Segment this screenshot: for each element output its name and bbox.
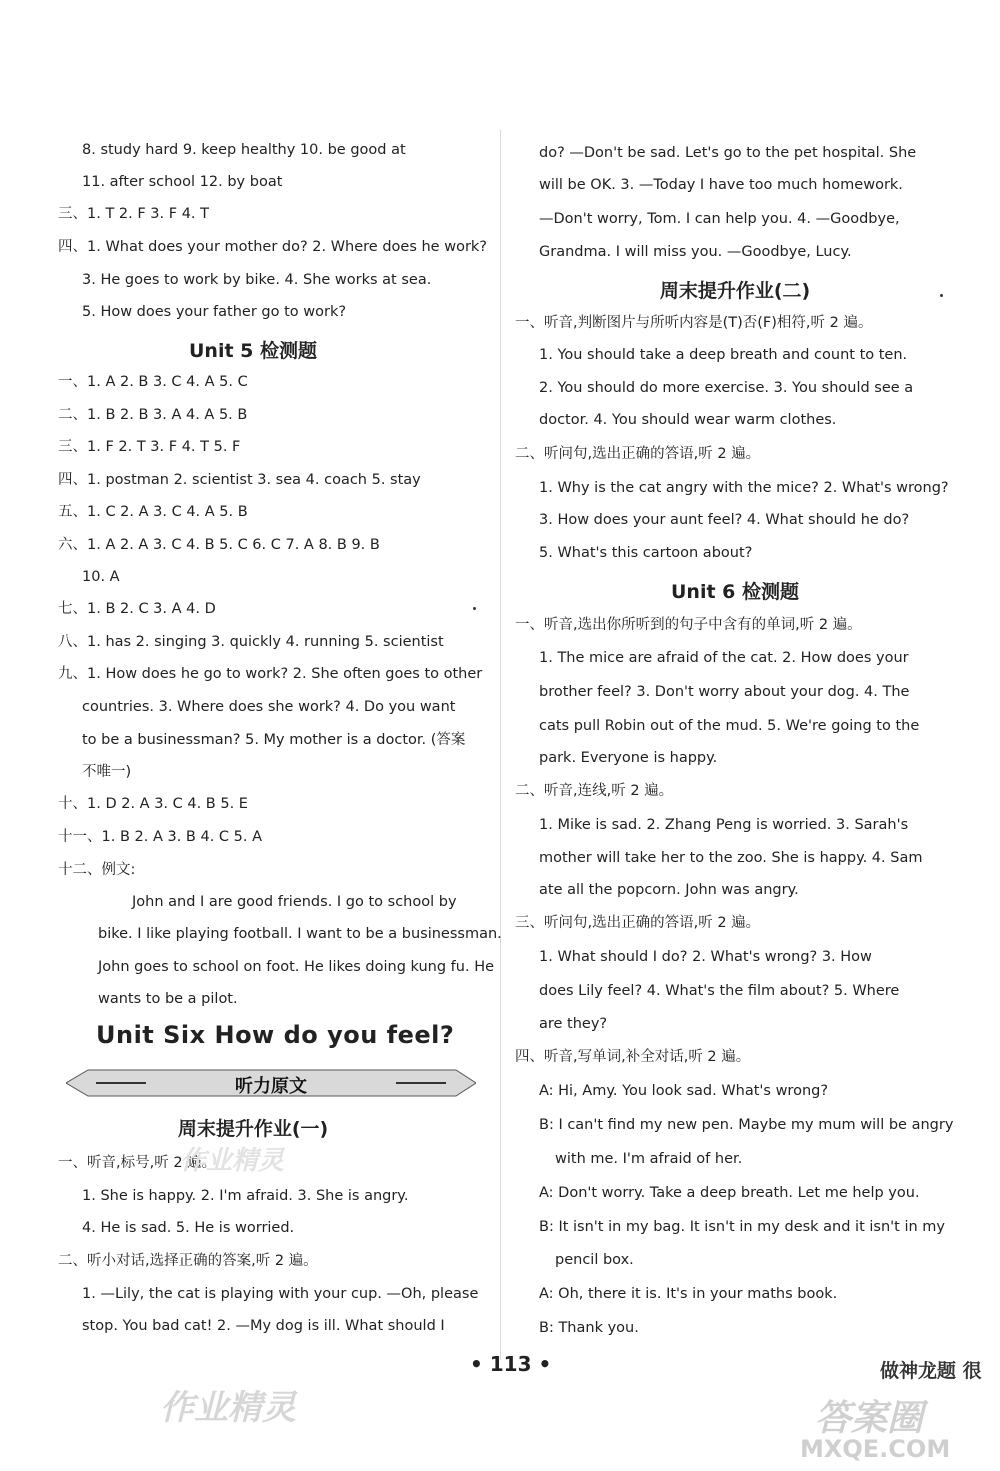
unit5-heading: Unit 5 检测题 [189,340,317,362]
answer-line: ate all the popcorn. John was angry. [539,882,799,898]
stray-dot [473,607,476,610]
watermark-text: 作业精灵 [180,1146,285,1176]
answer-line: 3. How does your aunt feel? 4. What should he do? [539,512,910,528]
answer-line: —Don't worry, Tom. I can help you. 4. —Goodbye, [539,211,900,227]
answer-line: 三、1. T 2. F 3. F 4. T [58,206,209,222]
answer-line: 四、1. postman 2. scientist 3. sea 4. coach 5. stay [58,472,421,488]
essay-line: John and I are good friends. I go to school by [132,894,457,910]
answer-line: 不唯一) [82,764,132,780]
answer-line: 一、听音,判断图片与所听内容是(T)否(F)相符,听 2 遍。 [515,315,873,331]
answer-line: 二、听音,连线,听 2 遍。 [515,783,674,799]
listening-banner [66,1068,476,1098]
watermark-text: 作业精灵 [160,1388,296,1428]
answer-line: 1. —Lily, the cat is playing with your cup. —Oh, please [82,1286,479,1302]
dialogue-line: A: Hi, Amy. You look sad. What's wrong? [539,1083,829,1099]
dialogue-line: with me. I'm afraid of her. [555,1151,743,1167]
unit6-heading: Unit 6 检测题 [671,581,799,603]
answer-line: does Lily feel? 4. What's the film about? 5. Where [539,983,900,999]
answer-line: 1. What should I do? 2. What's wrong? 3. How [539,949,872,965]
answer-line: 8. study hard 9. keep healthy 10. be good at [82,142,406,158]
answer-line: 三、1. F 2. T 3. F 4. T 5. F [58,439,241,455]
dialogue-line: A: Don't worry. Take a deep breath. Let me help you. [539,1185,920,1201]
answer-line: 三、听问句,选出正确的答语,听 2 遍。 [515,915,761,931]
answer-line: 七、1. B 2. C 3. A 4. D [58,601,216,617]
answer-line: 2. You should do more exercise. 3. You should see a [539,380,914,396]
answer-line: 1. You should take a deep breath and count to ten. [539,347,908,363]
essay-line: bike. I like playing football. I want to be a businessman. [98,926,502,942]
answer-line: 一、1. A 2. B 3. C 4. A 5. C [58,374,248,390]
answer-line: brother feel? 3. Don't worry about your dog. 4. The [539,684,910,700]
answer-line: 二、听问句,选出正确的答语,听 2 遍。 [515,446,761,462]
answer-line: 四、听音,写单词,补全对话,听 2 遍。 [515,1049,751,1065]
essay-line: John goes to school on foot. He likes doing kung fu. He [98,959,495,975]
answer-line: 十二、例文: [58,862,136,878]
answer-line: will be OK. 3. —Today I have too much homework. [539,177,903,193]
answer-line: 十一、1. B 2. A 3. B 4. C 5. A [58,829,263,845]
watermark-logo: MXQE.COM [800,1435,951,1463]
answer-line: cats pull Robin out of the mud. 5. We're going to the [539,718,920,734]
answer-line: 四、1. What does your mother do? 2. Where does he work? [58,239,487,255]
answer-line: doctor. 4. You should wear warm clothes. [539,412,837,428]
dialogue-line: A: Oh, there it is. It's in your maths book. [539,1286,838,1302]
column-divider [500,130,501,1360]
answer-line: to be a businessman? 5. My mother is a doctor. (答案 [82,732,466,748]
watermark-logo: 答案圈 [815,1398,924,1439]
answer-line: do? —Don't be sad. Let's go to the pet hospital. She [539,145,917,161]
answer-line: stop. You bad cat! 2. —My dog is ill. What should I [82,1318,445,1334]
answer-line: park. Everyone is happy. [539,750,718,766]
brand-label: 做神龙题 很 [880,1360,982,1382]
answer-line: 10. A [82,569,120,585]
answer-line: 六、1. A 2. A 3. C 4. B 5. C 6. C 7. A 8. B 9. B [58,537,380,553]
answer-line: mother will take her to the zoo. She is happy. 4. Sam [539,850,923,866]
answer-line: 5. How does your father go to work? [82,304,347,320]
answer-line: 5. What's this cartoon about? [539,545,753,561]
answer-line: 五、1. C 2. A 3. C 4. A 5. B [58,504,248,520]
dialogue-line: B: Thank you. [539,1320,639,1336]
answer-line: 1. She is happy. 2. I'm afraid. 3. She is angry. [82,1188,409,1204]
weekend2-heading: 周末提升作业(二) [659,280,811,302]
page-number: • 113 • [470,1352,552,1376]
answer-line: 二、听小对话,选择正确的答案,听 2 遍。 [58,1253,318,1269]
answer-line: 一、听音,标号,听 2 遍。 [58,1155,217,1171]
answer-line: 1. Why is the cat angry with the mice? 2. What's wrong? [539,480,949,496]
essay-line: wants to be a pilot. [98,991,238,1007]
dialogue-line: pencil box. [555,1252,634,1268]
answer-line: 4. He is sad. 5. He is worried. [82,1220,295,1236]
dialogue-line: B: I can't find my new pen. Maybe my mum will be angry [539,1117,954,1133]
banner-label: 听力原文 [235,1076,307,1097]
answer-line: 11. after school 12. by boat [82,174,283,190]
answer-line: 3. He goes to work by bike. 4. She works at sea. [82,272,432,288]
answer-line: countries. 3. Where does she work? 4. Do you want [82,699,456,715]
stray-dot [940,294,943,297]
unit-six-title: Unit Six How do you feel? [96,1021,455,1049]
answer-line: Grandma. I will miss you. —Goodbye, Lucy. [539,244,852,260]
answer-line: 1. Mike is sad. 2. Zhang Peng is worried. 3. Sarah's [539,817,909,833]
answer-line: 八、1. has 2. singing 3. quickly 4. running 5. scientist [58,634,444,650]
dialogue-line: B: It isn't in my bag. It isn't in my desk and it isn't in my [539,1219,945,1235]
answer-line: 二、1. B 2. B 3. A 4. A 5. B [58,407,248,423]
weekend1-heading: 周末提升作业(一) [177,1118,329,1140]
answer-line: 十、1. D 2. A 3. C 4. B 5. E [58,796,248,812]
answer-line: 九、1. How does he go to work? 2. She often goes to other [58,666,483,682]
answer-line: are they? [539,1016,608,1032]
answer-line: 一、听音,选出你所听到的句子中含有的单词,听 2 遍。 [515,617,862,633]
answer-line: 1. The mice are afraid of the cat. 2. How does your [539,650,909,666]
